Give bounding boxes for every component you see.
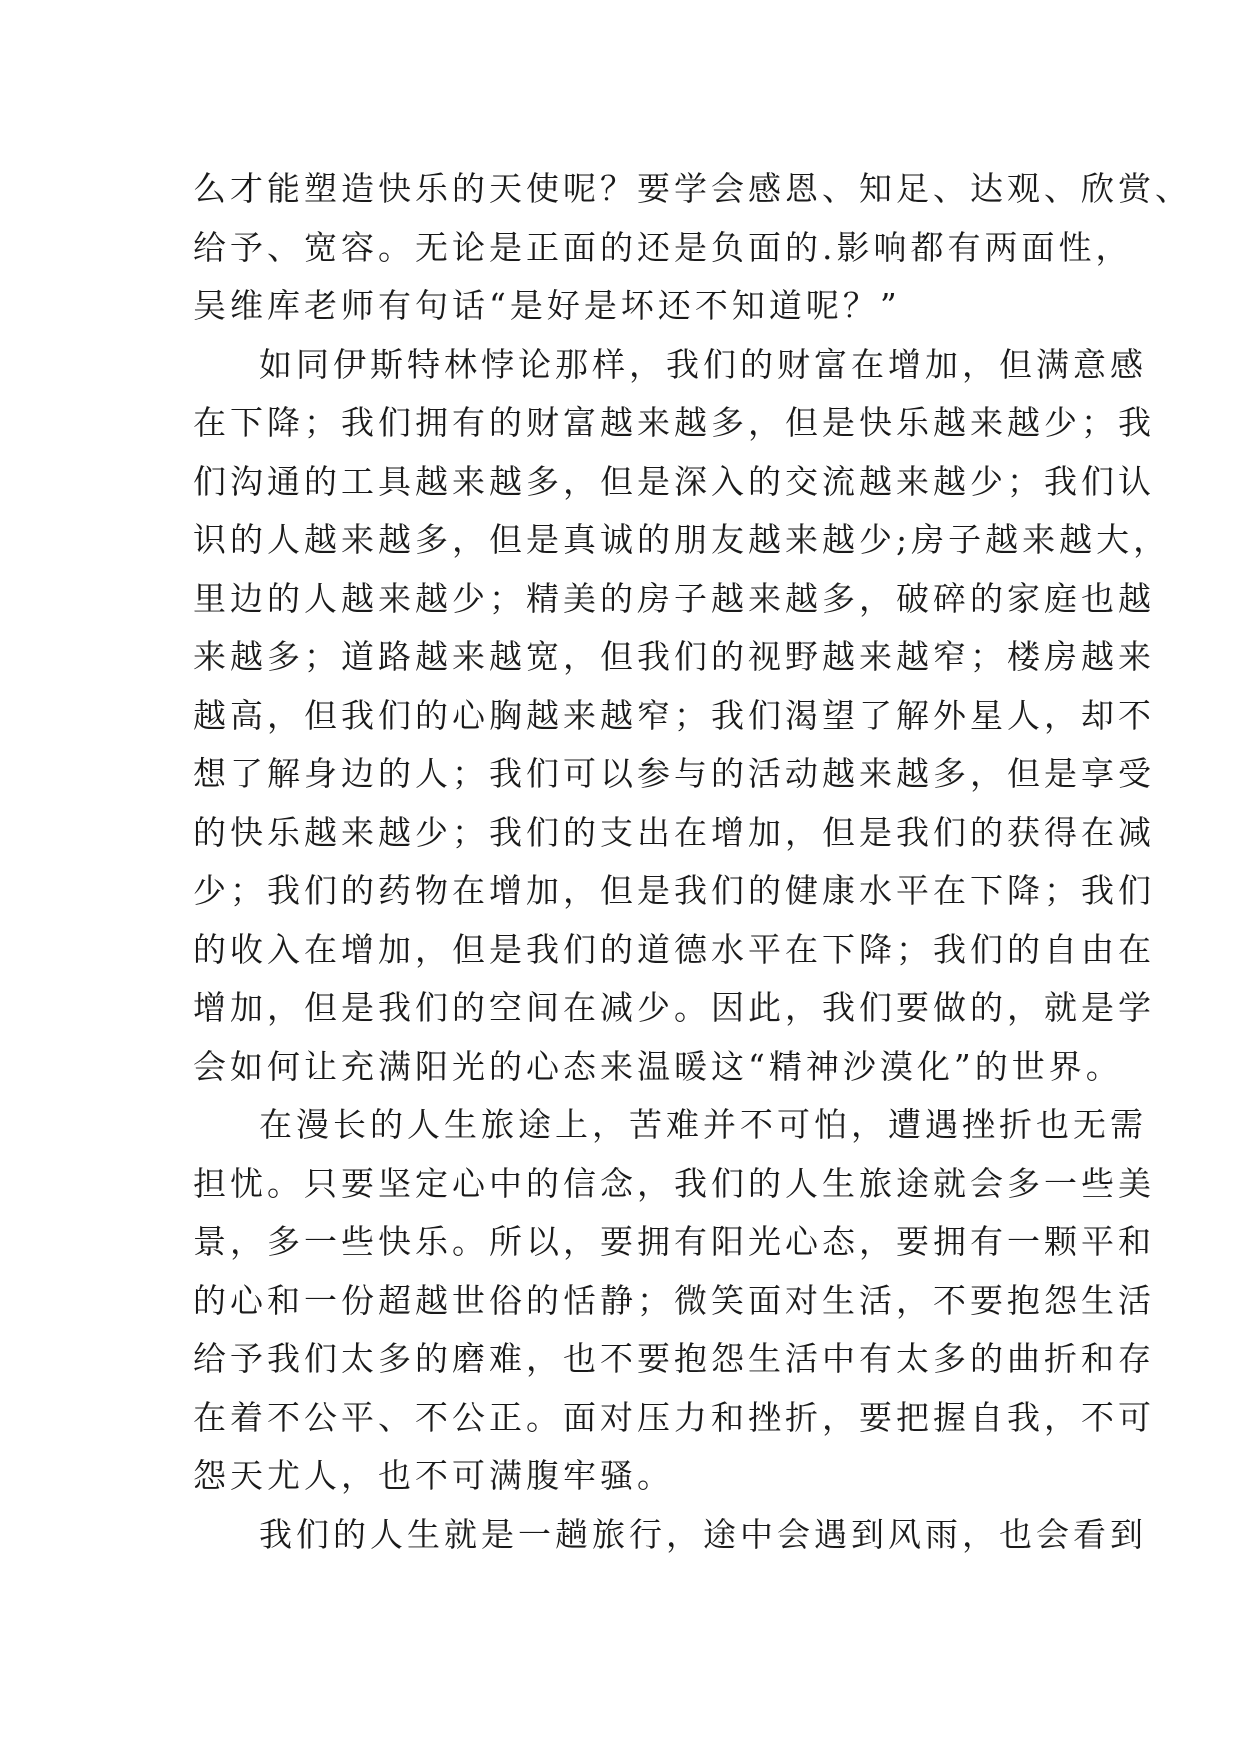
- text-line: 怨天尤人，也不可满腹牢骚。: [193, 1456, 674, 1495]
- text-line: 在下降；我们拥有的财富越来越多，但是快乐越来越少；我: [193, 403, 1155, 442]
- text-line: 想了解身边的人；我们可以参与的活动越来越多，但是享受: [193, 754, 1155, 793]
- text-line: 给予、宽容。无论是正面的还是负面的.影响都有两面性，: [193, 227, 1133, 267]
- text-line: 会如何让充满阳光的心态来温暖这“精神沙漠化”的世界。: [193, 1046, 1123, 1086]
- text-line: 越高，但我们的心胸越来越窄；我们渴望了解外星人，却不: [193, 695, 1155, 735]
- text-line: 在着不公平、不公正。面对压力和挫折，要把握自我，不可: [193, 1397, 1155, 1437]
- paragraph-first-line: 在漫长的人生旅途上，苦难并不可怕，遭遇挫折也无需: [259, 1105, 1147, 1144]
- paragraph-first-line: 如同伊斯特林悖论那样，我们的财富在增加，但满意感: [259, 344, 1147, 384]
- text-line: 的收入在增加，但是我们的道德水平在下降；我们的自由在: [193, 929, 1155, 969]
- text-line: 给予我们太多的磨难，也不要抱怨生活中有太多的曲折和存: [193, 1339, 1155, 1378]
- paragraph-first-line: 我们的人生就是一趟旅行，途中会遇到风雨，也会看到: [259, 1514, 1147, 1554]
- body-text: [193, 160, 1192, 1564]
- text-line: 增加，但是我们的空间在减少。因此，我们要做的，就是学: [193, 988, 1155, 1027]
- text-line: 少；我们的药物在增加，但是我们的健康水平在下降；我们: [193, 871, 1155, 910]
- text-line: 识的人越来越多，但是真诚的朋友越来越少;房子越来越大，: [193, 520, 1171, 559]
- text-line: 的快乐越来越少；我们的支出在增加，但是我们的获得在减: [193, 812, 1155, 852]
- text-line: 里边的人越来越少；精美的房子越来越多，破碎的家庭也越: [193, 578, 1155, 618]
- text-line: 担忧。只要坚定心中的信念，我们的人生旅途就会多一些美: [193, 1163, 1155, 1203]
- text-line: 的心和一份超越世俗的恬静；微笑面对生活，不要抱怨生活: [193, 1280, 1155, 1320]
- text-line: 么才能塑造快乐的天使呢？要学会感恩、知足、达观、欣赏、: [193, 169, 1192, 208]
- text-line: 景，多一些快乐。所以，要拥有阳光心态，要拥有一颗平和: [193, 1222, 1155, 1261]
- text-line: 们沟通的工具越来越多，但是深入的交流越来越少；我们认: [193, 461, 1155, 501]
- text-line: 吴维库老师有句话“是好是坏还不知道呢？”: [193, 286, 901, 325]
- text-line: 来越多；道路越来越宽，但我们的视野越来越窄；楼房越来: [193, 637, 1155, 676]
